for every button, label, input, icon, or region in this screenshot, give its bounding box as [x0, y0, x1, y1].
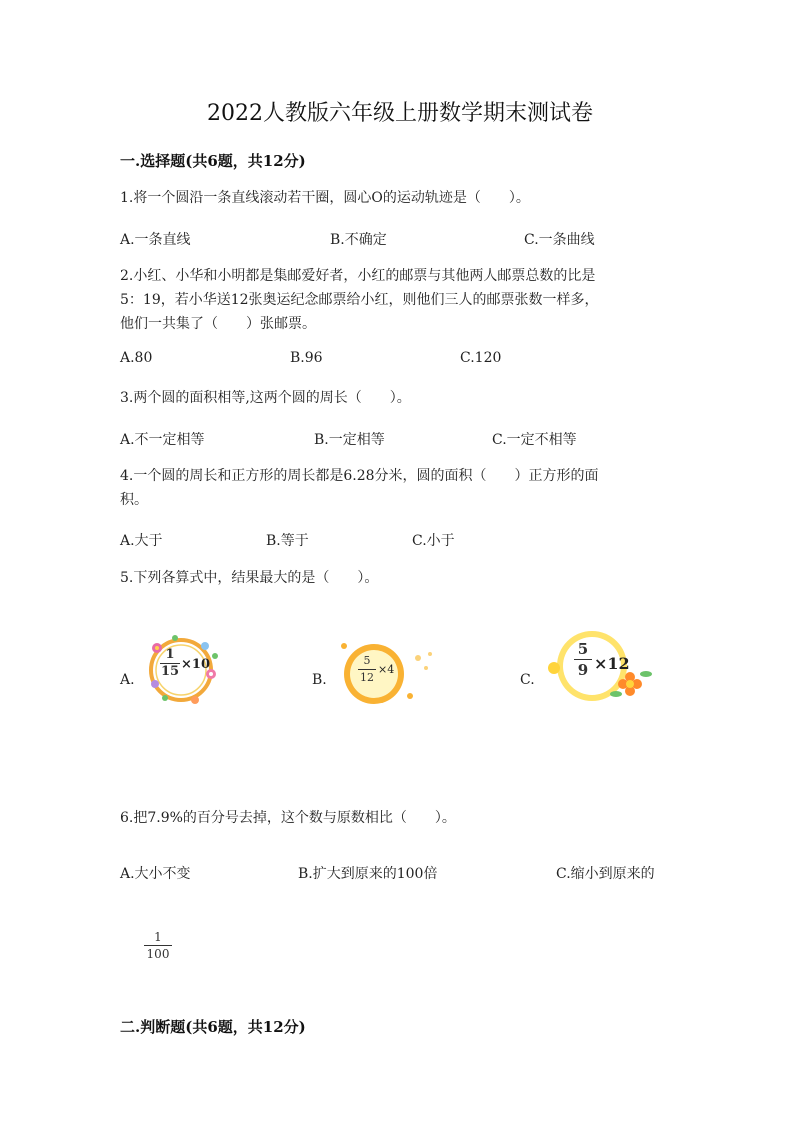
question-4-stem-line-2: 积。: [120, 492, 148, 508]
q6-option-c-fraction: [144, 930, 172, 961]
section-heading-judgement: 二.判断题(共6题，共12分): [120, 1018, 306, 1036]
fraction-denominator: 9: [577, 661, 589, 679]
fraction-bar: [358, 669, 376, 670]
q5-option-a-multiplier: ×10: [181, 657, 210, 672]
q5-option-c-fraction: [574, 640, 592, 679]
fraction-bar: [574, 659, 592, 660]
fraction-bar: [144, 945, 172, 946]
q3-option-b: B.一定相等: [314, 432, 385, 448]
question-4-stem-line-1: 4.一个圆的周长和正方形的周长都是6.28分米，圆的面积（ ）正方形的面: [120, 468, 599, 484]
q6-option-c: C.缩小到原来的: [556, 866, 655, 882]
q1-option-a: A.一条直线: [120, 232, 191, 248]
q5-option-b-fraction: [358, 654, 376, 685]
fraction-numerator: 1: [165, 647, 175, 662]
question-3-stem: 3.两个圆的面积相等,这两个圆的周长（ ）。: [120, 390, 411, 406]
q5-option-b-multiplier: ×4: [378, 663, 395, 676]
q4-option-c: C.小于: [412, 533, 455, 549]
q1-option-c: C.一条曲线: [524, 232, 595, 248]
page-title: 2022人教版六年级上册数学期末测试卷: [207, 101, 593, 126]
q5-option-a: A.: [120, 672, 135, 688]
fraction-denominator: 15: [160, 664, 180, 679]
q4-option-b: B.等于: [266, 533, 309, 549]
question-2-stem-line-1: 2.小红、小华和小明都是集邮爱好者，小红的邮票与其他两人邮票总数的比是: [120, 268, 596, 284]
q1-option-b: B.不确定: [330, 232, 387, 248]
question-6-stem: 6.把7.9%的百分号去掉，这个数与原数相比（ ）。: [120, 810, 456, 826]
q3-option-a: A.不一定相等: [120, 432, 205, 448]
q2-option-b: B.96: [290, 350, 323, 366]
section-heading-choice: 一.选择题(共6题，共12分): [120, 152, 306, 170]
fraction-numerator: 5: [577, 640, 589, 658]
q5-option-c-multiplier: ×12: [594, 654, 630, 673]
q4-option-a: A.大于: [120, 533, 163, 549]
q6-option-b: B.扩大到原来的100倍: [298, 866, 438, 882]
q6-option-a: A.大小不变: [120, 866, 191, 882]
q2-option-c: C.120: [460, 350, 502, 366]
fraction-numerator: 1: [154, 930, 162, 944]
question-2-stem-line-3: 他们一共集了（ ）张邮票。: [120, 316, 316, 332]
q5-option-b: B.: [312, 672, 327, 688]
fraction-denominator: 100: [146, 947, 170, 961]
question-5-stem: 5.下列各算式中，结果最大的是（ ）。: [120, 570, 379, 586]
q3-option-c: C.一定不相等: [492, 432, 577, 448]
q5-option-c: C.: [520, 672, 535, 688]
fraction-numerator: 5: [363, 654, 371, 667]
question-1-stem: 1.将一个圆沿一条直线滚动若干圈，圆心O的运动轨迹是（ ）。: [120, 190, 530, 206]
q5-option-a-fraction: [160, 648, 180, 679]
q2-option-a: A.80: [120, 350, 153, 366]
fraction-denominator: 12: [360, 671, 374, 684]
question-2-stem-line-2: 5：19，若小华送12张奥运纪念邮票给小红，则他们三人的邮票张数一样多，: [120, 292, 599, 308]
